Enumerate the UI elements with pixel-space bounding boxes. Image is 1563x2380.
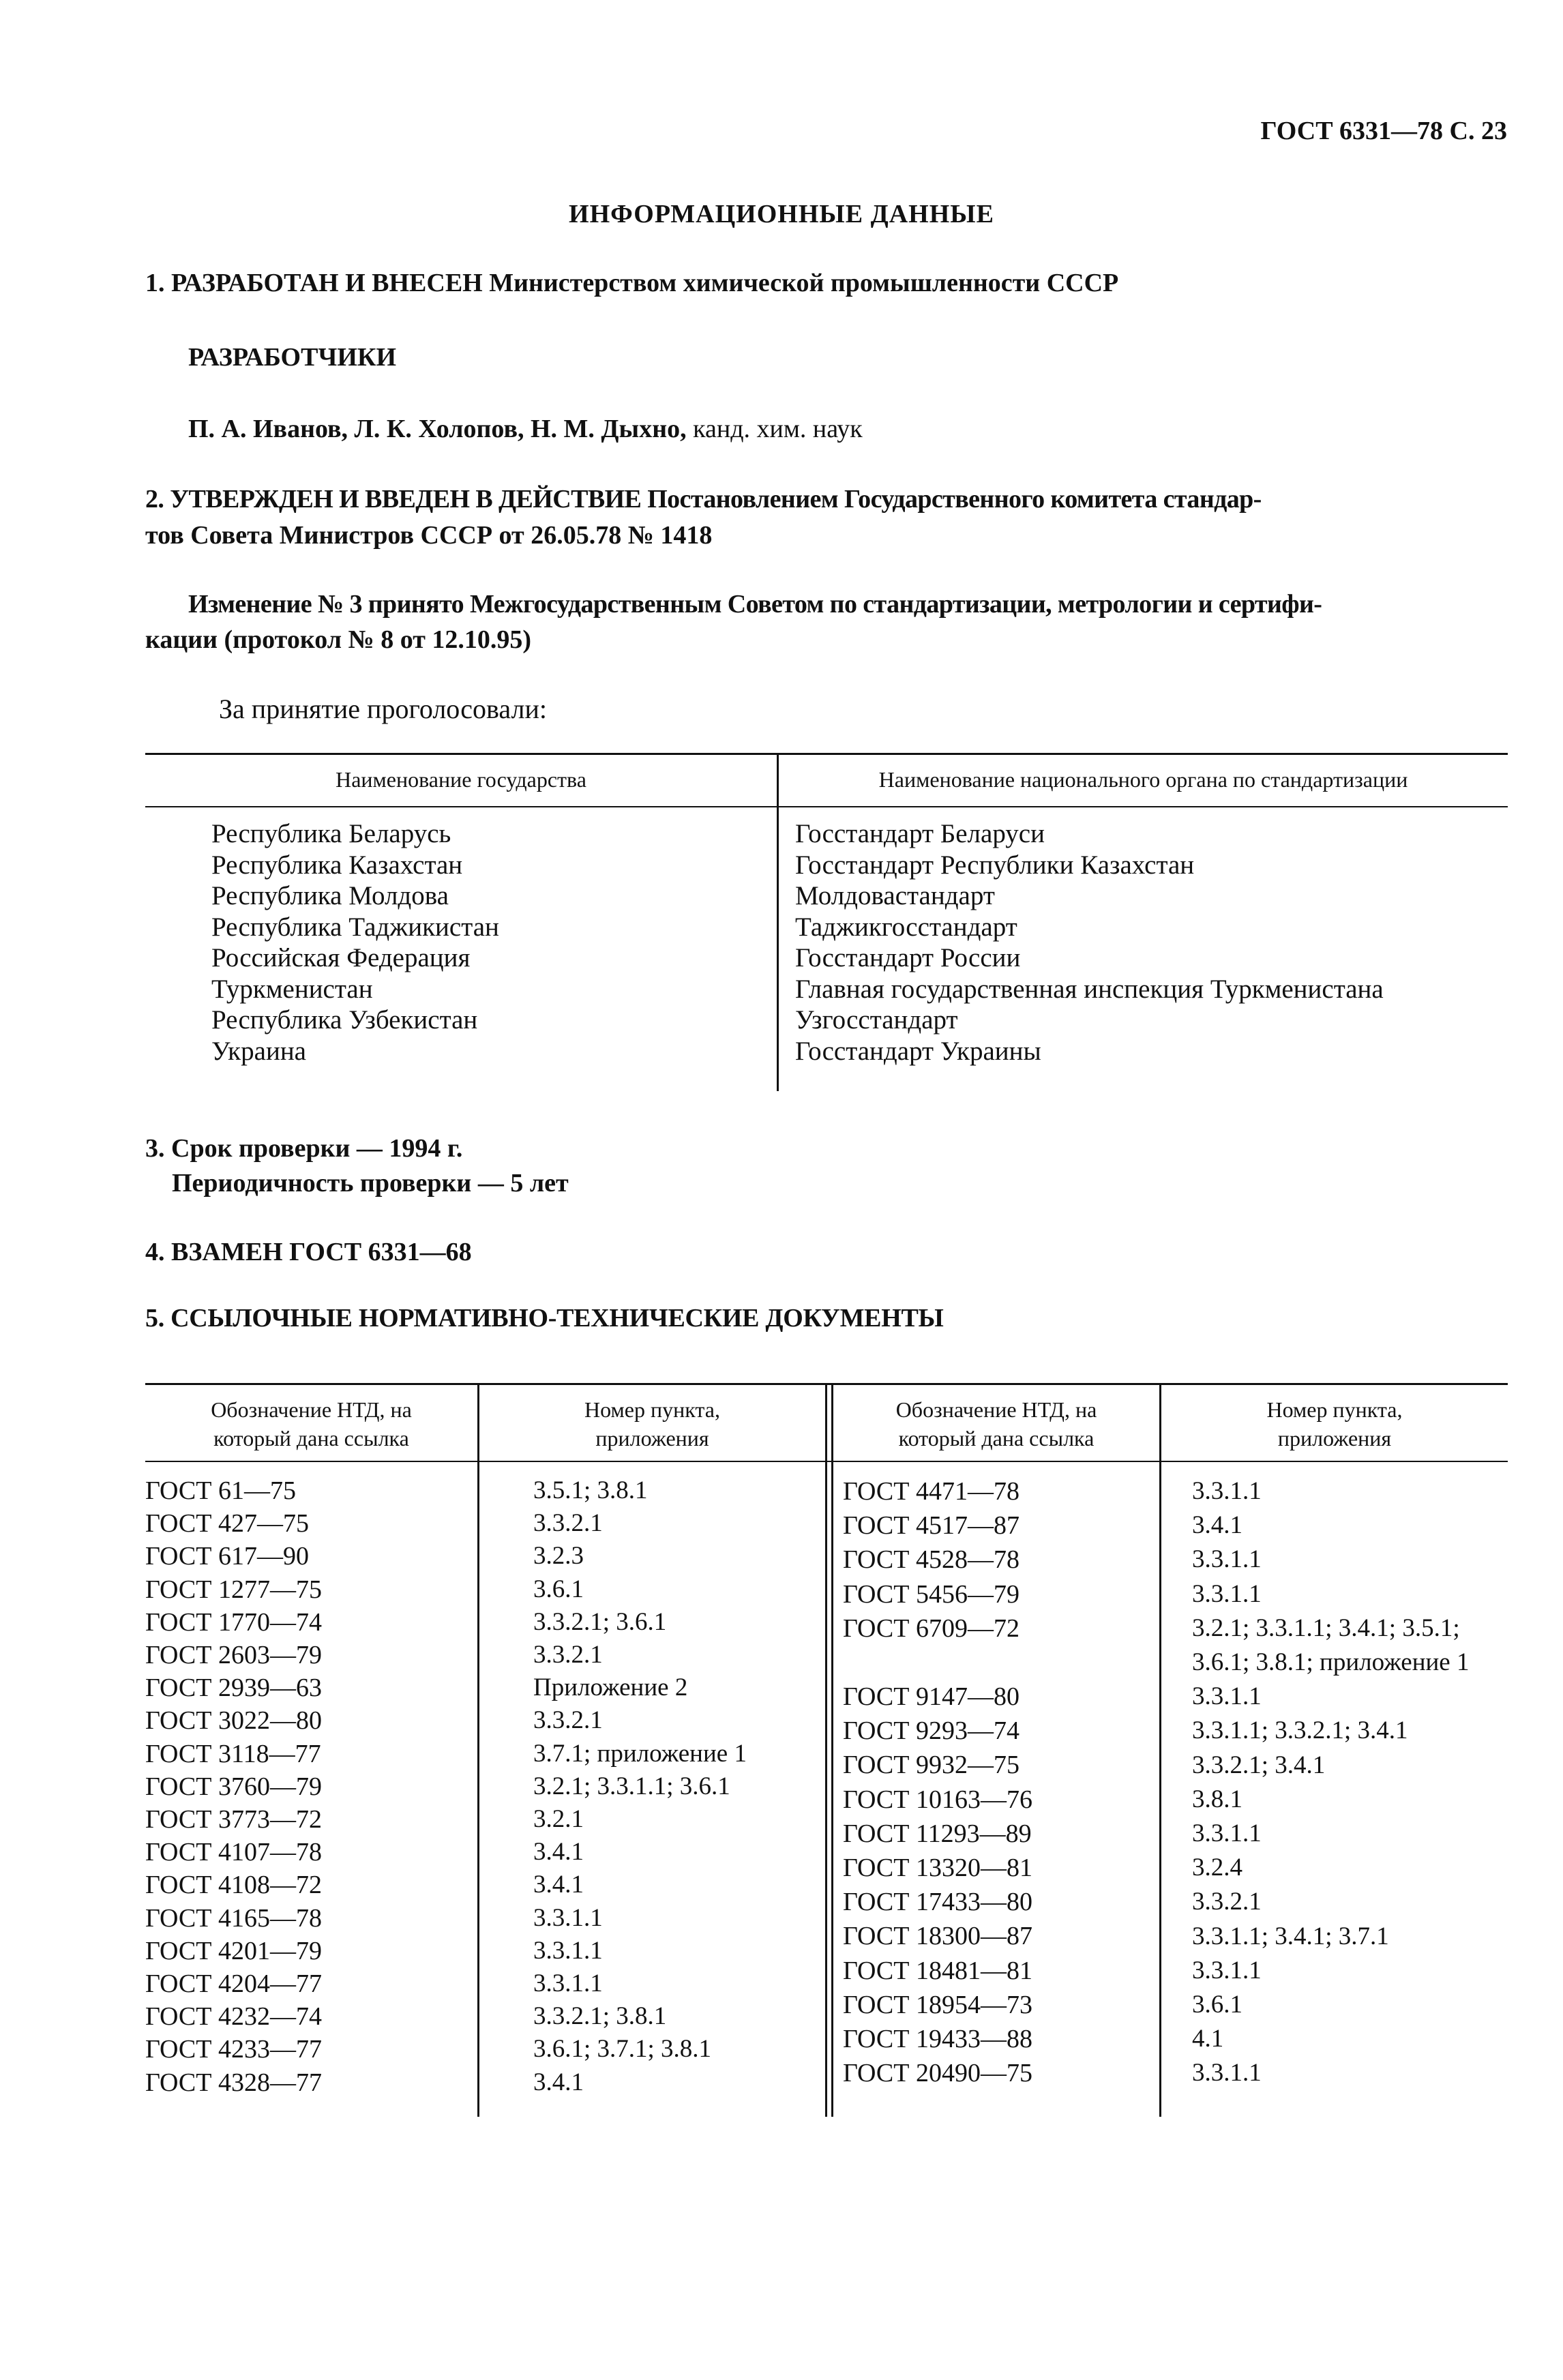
vote-table-body: Молдовастандарт bbox=[795, 881, 995, 910]
ref-table-double-divider-a bbox=[825, 1383, 827, 2117]
ref-doc: ГОСТ 2939—63 bbox=[145, 1674, 322, 1703]
section-1-text: Министерством химической промышленности СССР bbox=[489, 269, 1119, 297]
ref-table-header-doc-left bbox=[145, 1395, 477, 1453]
vote-table-state: Республика Таджикистан bbox=[211, 912, 499, 942]
ref-item: 3.3.1.1 bbox=[1192, 1579, 1262, 1608]
ref-doc: ГОСТ 5456—79 bbox=[843, 1579, 1019, 1609]
ref-item: 3.7.1; приложение 1 bbox=[533, 1739, 747, 1768]
ref-item: 3.4.1 bbox=[533, 1871, 584, 1899]
ref-doc: ГОСТ 4471—78 bbox=[843, 1477, 1019, 1506]
ref-doc: ГОСТ 13320—81 bbox=[843, 1854, 1032, 1883]
ref-item: 3.6.1; 3.7.1; 3.8.1 bbox=[533, 2035, 712, 2064]
ref-table-right-docs bbox=[843, 1474, 1032, 2090]
ref-doc: ГОСТ 10163—76 bbox=[843, 1785, 1032, 1814]
ref-item: 3.3.2.1; 3.8.1 bbox=[533, 2002, 667, 2031]
ref-item: 3.2.1; 3.3.1.1; 3.6.1 bbox=[533, 1772, 730, 1800]
ref-table-divider-left bbox=[477, 1383, 479, 2117]
ref-table-header-item-line-1: Номер пункта, bbox=[1266, 1397, 1403, 1422]
ref-item: 3.3.1.1; 3.3.2.1; 3.4.1 bbox=[1192, 1716, 1408, 1745]
ref-item: 3.4.1 bbox=[533, 2068, 584, 2096]
section-3-line-1: 3. Срок проверки — 1994 г. bbox=[145, 1134, 463, 1163]
ref-doc: ГОСТ 4201—79 bbox=[145, 1936, 322, 1965]
vote-table-state: Республика Узбекистан bbox=[211, 1005, 478, 1035]
ref-doc: ГОСТ 2603—79 bbox=[145, 1641, 322, 1670]
ref-table-header-doc-line-2: который дана ссылка bbox=[213, 1426, 409, 1451]
vote-table-bodies-column bbox=[795, 818, 1384, 1067]
ref-table-header-item-line-1: Номер пункта, bbox=[584, 1397, 720, 1422]
ref-item: 3.4.1 bbox=[533, 1838, 584, 1866]
vote-table-state: Туркменистан bbox=[211, 974, 373, 1004]
developers-degree: канд. хим. наук bbox=[693, 415, 863, 443]
vote-table-body: Госстандарт России bbox=[795, 943, 1021, 972]
ref-doc: ГОСТ 4165—78 bbox=[145, 1903, 322, 1933]
ref-doc: ГОСТ 3760—79 bbox=[145, 1772, 322, 1801]
vote-table-top-rule bbox=[145, 753, 1508, 755]
ref-item: 3.3.1.1 bbox=[1192, 2059, 1262, 2087]
ref-item: 3.3.1.1 bbox=[1192, 1682, 1262, 1711]
vote-table-body: Узгосстандарт bbox=[795, 1005, 958, 1035]
vote-table-header-state: Наименование государства bbox=[336, 767, 586, 792]
ref-doc: ГОСТ 427—75 bbox=[145, 1509, 309, 1538]
vote-table-header-body: Наименование национального органа по стандартизации bbox=[878, 767, 1408, 792]
ref-item: 3.3.1.1 bbox=[533, 1969, 603, 1998]
ref-table-header-item-right bbox=[1161, 1395, 1508, 1453]
ref-doc: ГОСТ 3773—72 bbox=[145, 1805, 322, 1834]
vote-table-body: Госстандарт Украины bbox=[795, 1036, 1041, 1066]
ref-doc: ГОСТ 18300—87 bbox=[843, 1922, 1032, 1951]
vote-table-body: Госстандарт Беларуси bbox=[795, 819, 1045, 848]
ref-item: 3.3.2.1; 3.4.1 bbox=[1192, 1751, 1326, 1779]
ref-table-header-doc-right bbox=[833, 1395, 1159, 1453]
ref-doc: ГОСТ 9147—80 bbox=[843, 1682, 1019, 1712]
page-header-ref: ГОСТ 6331—78 С. 23 bbox=[1260, 117, 1507, 145]
ref-doc: ГОСТ 20490—75 bbox=[843, 2059, 1032, 2088]
ref-table-header-doc-line-2: который дана ссылка bbox=[898, 1426, 1095, 1451]
vote-table-state: Республика Казахстан bbox=[211, 850, 463, 880]
ref-doc: ГОСТ 4528—78 bbox=[843, 1545, 1019, 1575]
section-2-line-1: 2. УТВЕРЖДЕН И ВВЕДЕН В ДЕЙСТВИЕ Постановлением Государственного комитета стандар- bbox=[145, 485, 1262, 514]
ref-doc: ГОСТ 3022—80 bbox=[145, 1706, 322, 1736]
amendment-line-2: кации (протокол № 8 от 12.10.95) bbox=[145, 625, 532, 654]
ref-table-right-items bbox=[1192, 1474, 1469, 2091]
ref-doc: ГОСТ 4204—77 bbox=[145, 1969, 322, 1999]
ref-table-divider-right bbox=[1159, 1383, 1161, 2117]
section-1-label: 1. РАЗРАБОТАН И ВНЕСЕН bbox=[145, 269, 483, 297]
ref-doc: ГОСТ 9293—74 bbox=[843, 1716, 1019, 1746]
ref-doc: ГОСТ 19433—88 bbox=[843, 2025, 1032, 2054]
page-title: ИНФОРМАЦИОННЫЕ ДАННЫЕ bbox=[569, 200, 994, 228]
ref-doc: ГОСТ 1770—74 bbox=[145, 1607, 322, 1637]
ref-item: 3.5.1; 3.8.1 bbox=[533, 1476, 648, 1504]
vote-table-state: Республика Молдова bbox=[211, 881, 449, 910]
ref-item: Приложение 2 bbox=[533, 1674, 688, 1702]
ref-doc: ГОСТ 4233—77 bbox=[145, 2035, 322, 2064]
ref-doc: ГОСТ 4517—87 bbox=[843, 1511, 1019, 1541]
ref-item: 3.3.2.1; 3.6.1 bbox=[533, 1607, 667, 1636]
vote-table-body: Таджикгосстандарт bbox=[795, 912, 1017, 942]
ref-item: 3.3.2.1 bbox=[533, 1641, 603, 1669]
ref-item: 3.3.1.1 bbox=[1192, 1477, 1262, 1505]
ref-doc: ГОСТ 18481—81 bbox=[843, 1956, 1032, 1985]
ref-item: 3.6.1 bbox=[1192, 1991, 1242, 2019]
section-2-line-2: тов Совета Министров СССР от 26.05.78 № 1418 bbox=[145, 521, 713, 550]
section-1 bbox=[145, 268, 1118, 298]
vote-table-state: Российская Федерация bbox=[211, 943, 471, 972]
ref-item: 3.3.1.1 bbox=[1192, 1956, 1262, 1984]
section-5-heading: 5. ССЫЛОЧНЫЕ НОРМАТИВНО-ТЕХНИЧЕСКИЕ ДОКУМЕНТЫ bbox=[145, 1304, 944, 1333]
ref-item: 3.2.1 bbox=[533, 1805, 584, 1834]
ref-table-left-items bbox=[533, 1474, 747, 2099]
ref-item: 3.3.1.1 bbox=[533, 1936, 603, 1965]
ref-doc: ГОСТ 61—75 bbox=[145, 1476, 296, 1505]
section-3-line-2: Периодичность проверки — 5 лет bbox=[172, 1169, 569, 1198]
vote-table-column-divider bbox=[777, 753, 779, 1091]
ref-doc: ГОСТ 6709—72 bbox=[843, 1613, 1019, 1643]
ref-doc: ГОСТ 617—90 bbox=[145, 1542, 309, 1571]
section-4: 4. ВЗАМЕН ГОСТ 6331—68 bbox=[145, 1238, 472, 1266]
ref-item: 3.2.1; 3.3.1.1; 3.4.1; 3.5.1; bbox=[1192, 1613, 1460, 1642]
ref-item: 3.4.1 bbox=[1192, 1511, 1242, 1540]
ref-item: 3.3.2.1 bbox=[533, 1509, 603, 1538]
ref-item: 3.8.1 bbox=[1192, 1785, 1242, 1813]
ref-doc: ГОСТ 1277—75 bbox=[145, 1575, 322, 1604]
ref-doc: ГОСТ 4328—77 bbox=[145, 2068, 322, 2097]
ref-item: 3.3.1.1 bbox=[1192, 1819, 1262, 1848]
ref-item: 3.6.1 bbox=[533, 1575, 584, 1603]
ref-table-left-docs bbox=[145, 1474, 322, 2099]
vote-table-states-column bbox=[211, 818, 499, 1067]
ref-table-header-doc-line-1: Обозначение НТД, на bbox=[211, 1397, 412, 1422]
ref-table-header-item-line-2: приложения bbox=[1277, 1426, 1392, 1451]
ref-table-double-divider-b bbox=[831, 1383, 833, 2117]
vote-table-body: Главная государственная инспекция Туркменистана bbox=[795, 974, 1384, 1004]
vote-table-body: Госстандарт Республики Казахстан bbox=[795, 850, 1195, 880]
ref-item: 3.6.1; 3.8.1; приложение 1 bbox=[1192, 1648, 1470, 1677]
ref-doc: ГОСТ 3118—77 bbox=[145, 1739, 321, 1768]
ref-item: 3.3.1.1 bbox=[1192, 1545, 1262, 1574]
ref-doc: ГОСТ 17433—80 bbox=[843, 1888, 1032, 1917]
ref-table-header-item-left bbox=[479, 1395, 825, 1453]
ref-item: 3.3.1.1 bbox=[533, 1903, 603, 1932]
ref-doc: ГОСТ 18954—73 bbox=[843, 1990, 1032, 2019]
ref-item: 3.3.2.1 bbox=[533, 1706, 603, 1735]
ref-doc: ГОСТ 11293—89 bbox=[843, 1819, 1032, 1848]
voted-text: За принятие проголосовали: bbox=[219, 694, 547, 724]
developers-names: П. А. Иванов, Л. К. Холопов, Н. М. Дыхно, bbox=[188, 415, 687, 443]
ref-item: 4.1 bbox=[1192, 2025, 1224, 2053]
vote-table-header-rule bbox=[145, 806, 1508, 807]
developers-heading: РАЗРАБОТЧИКИ bbox=[188, 343, 397, 372]
amendment-line-1: Изменение № 3 принято Межгосударственным Советом по стандартизации, метрологии и сертифи- bbox=[188, 590, 1322, 619]
ref-doc: ГОСТ 4107—78 bbox=[145, 1838, 322, 1867]
ref-table-header-doc-line-1: Обозначение НТД, на bbox=[895, 1397, 1097, 1422]
ref-item: 3.2.3 bbox=[533, 1542, 584, 1571]
vote-table-state: Украина bbox=[211, 1036, 306, 1066]
ref-table-header-item-line-2: приложения bbox=[595, 1426, 709, 1451]
developers-line bbox=[188, 414, 863, 444]
ref-doc: ГОСТ 4108—72 bbox=[145, 1871, 322, 1900]
ref-doc: ГОСТ 9932—75 bbox=[843, 1751, 1019, 1780]
vote-table-state: Республика Беларусь bbox=[211, 819, 451, 848]
ref-item: 3.3.2.1 bbox=[1192, 1888, 1262, 1916]
ref-item: 3.3.1.1; 3.4.1; 3.7.1 bbox=[1192, 1922, 1389, 1950]
ref-doc: ГОСТ 4232—74 bbox=[145, 2002, 322, 2032]
ref-item: 3.2.4 bbox=[1192, 1854, 1242, 1882]
